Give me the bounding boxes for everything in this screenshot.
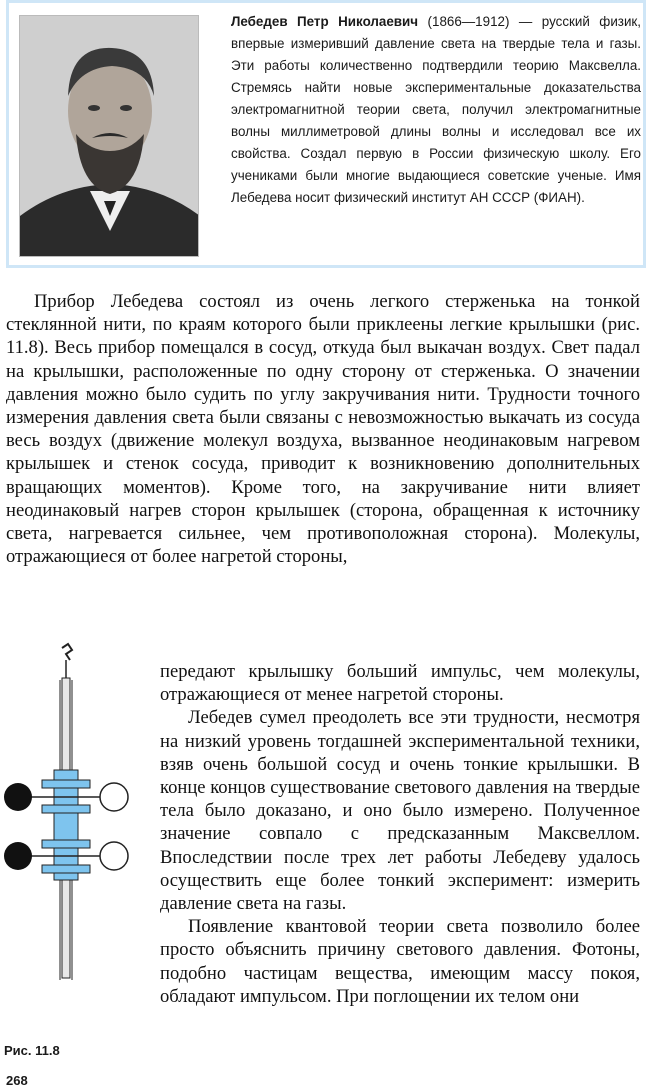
bio-name: Лебедев Петр Николаевич — [231, 14, 419, 29]
figure-caption: Рис. 11.8 — [4, 1043, 60, 1058]
side-text-block — [160, 660, 640, 1008]
page-number: 268 — [6, 1073, 28, 1088]
bio-dates: (1866—1912) — — [427, 14, 533, 29]
paragraph-1: Прибор Лебедева состоял из очень легкого стерженька на тонкой стеклянной нити, по краям которого были приклеены легкие крылышки (рис. 11.8). Весь прибор помещался в сосуд, откуда был выкачан воздух. Свет падал на крылышки, расположенные по одну сторону от стерженька. О значении давления можно было судить по углу закручивания нити. Трудности точного измерения давления света были связаны с невозможностью выкачать из сосуда весь воздух (движение молекул воздуха, вызванное неодинаковым нагревом крылышек и стенок сосуда, приводит к возникновению дополнительных вращающих моментов). Кроме того, на закручивание нити влияет неодинаковый нагрев сторон крылышек (сторона, обращенная к источнику света, нагревается сильнее, чем противоположная сторона). Молекулы, отражающиеся от более нагретой стороны, — [6, 291, 640, 568]
device-illustration — [2, 640, 147, 1040]
portrait-photo — [19, 15, 199, 257]
biography-text — [231, 11, 641, 209]
paragraph-2: Лебедев сумел преодолеть все эти трудности, несмотря на низкий уровень тогдашней экспериментальной техники, взяв очень большой сосуд и очень тонкие крылышки. В конце концов существование светового давления на твердые тела было доказано, и оно было измерено. Полученное значение совпало с предсказанным Максвеллом. Впоследствии после трех лет работы Лебедеву удалось осуществить еще более тонкий эксперимент: измерить давление света на газы. — [160, 707, 640, 915]
main-paragraph-1 — [6, 290, 640, 568]
paragraph-1-end: передают крылышку больший импульс, чем молекулы, отражающиеся от менее нагретой стороны. — [160, 661, 640, 706]
portrait-illustration — [20, 16, 199, 257]
bio-body: русский физик, впервые измеривший давление света на твердые тела и газы. Эти работы количественно подтвердили теорию Максвелла. Стремясь найти новые экспериментальные доказательства электромагнитной теории света, получил электромагнитные волны миллиметровой длины волны и исследовал все их свойства. Создал первую в России физическую школу. Его учениками были многие выдающиеся советские ученые. Имя Лебедева носит физический институт АН СССР (ФИАН). — [231, 14, 641, 205]
biography-box — [6, 0, 646, 268]
paragraph-3: Появление квантовой теории света позволило более просто объяснить причину светового давления. Фотоны, подобно частицам вещества, имеющим массу покоя, обладают импульсом. При поглощении их телом они — [160, 916, 640, 1007]
figure-lebedev-device — [2, 640, 147, 1050]
